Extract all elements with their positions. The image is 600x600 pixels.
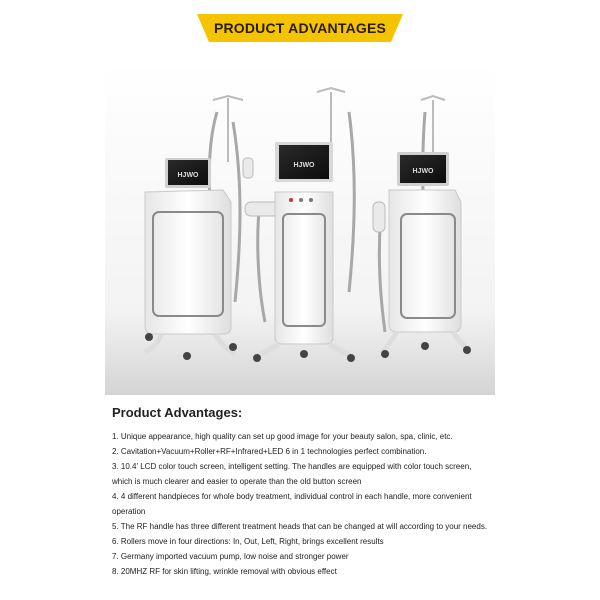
advantage-item: 1. Unique appearance, high quality can set up good image for your beauty salon, spa, clinic, etc. <box>112 432 453 441</box>
advantages-section <box>112 405 492 579</box>
advantages-heading: Product Advantages: <box>112 405 243 420</box>
banner-title: PRODUCT ADVANTAGES <box>213 20 387 36</box>
advantage-item: 3. 10.4' LCD color touch screen, intelligent setting. The handles are equipped with color touch screen, which is much clearer and easier to operate than the old button screen <box>112 462 472 486</box>
product-photo <box>105 62 495 395</box>
advantage-item: 4. 4 different handpieces for whole body treatment, individual control in each handle, more convenient operation <box>112 492 472 516</box>
svg-text:HJWO: HJWO <box>293 162 315 169</box>
advantage-item: 2. Cavitation+Vacuum+Roller+RF+Infrared+LED 6 in 1 technologies perfect combination. <box>112 447 427 456</box>
svg-text:HJWO: HJWO <box>177 172 199 179</box>
advantage-item: 6. Rollers move in four directions: In, Out, Left, Right, brings excellent results <box>112 537 384 546</box>
svg-text:HJWO: HJWO <box>412 168 434 175</box>
section-banner <box>197 14 403 42</box>
advantage-item: 5. The RF handle has three different treatment heads that can be changed at will according to your needs. <box>112 522 488 531</box>
advantage-item: 7. Germany imported vacuum pump, low noise and stronger power <box>112 552 349 561</box>
advantage-item: 8. 20MHZ RF for skin lifting, wrinkle removal with obvious effect <box>112 567 337 576</box>
